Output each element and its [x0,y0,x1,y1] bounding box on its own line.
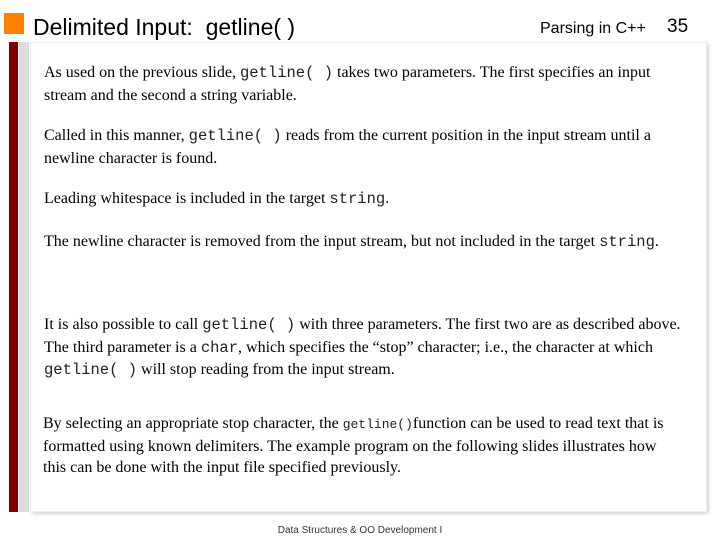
text: By selecting an appropriate stop character, the [43,415,343,432]
text: It is also possible to call [44,316,203,333]
slide-title: Delimited Input: getline( ) [33,14,296,40]
code-string: string [329,190,386,208]
text: function can be used to read text that is formatted using known delimiters. The example program on the following slides illustrates how this can be done with the input file specified previously. [43,415,664,476]
code-getline: getline( ) [202,316,296,334]
paragraph-4 [44,231,684,254]
paragraph-5 [44,314,684,382]
text: takes two parameters. The first specifies an input stream and the second a string variable. [44,64,651,104]
code-getline: getline() [342,417,413,432]
code-getline: getline( ) [44,361,138,379]
text: The newline character is removed from the input stream, but not included in the target [44,233,600,250]
left-gray-bar [19,42,29,512]
text: As used on the previous slide, [44,64,240,81]
text: . [385,190,390,207]
paragraph-3 [44,188,684,211]
code-getline: getline( ) [239,64,333,82]
paragraph-2 [44,125,684,169]
text: will stop reading from the input stream. [137,361,395,378]
slide-footer: Data Structures & OO Development I [277,525,443,536]
left-accent-bar [9,42,18,512]
code-string: string [599,233,655,251]
course-title: Parsing in C++ [540,20,646,37]
slide-marker-square [4,13,24,34]
paragraph-1 [44,62,684,106]
text: . [654,233,659,250]
paragraph-6 [43,413,683,479]
text: Leading whitespace is included in the target [44,190,330,207]
text: with three parameters. The first two are as described above. The third parameter is a [44,316,681,356]
text: , which specifies the “stop” character; i.e., the character at which [238,338,653,356]
text: reads from the current position in the input stream until a newline character is found. [44,127,651,167]
text: Called in this manner, [44,127,189,144]
code-getline: getline( ) [188,127,282,145]
code-char: char [200,338,239,357]
page-number: 35 [667,16,689,37]
